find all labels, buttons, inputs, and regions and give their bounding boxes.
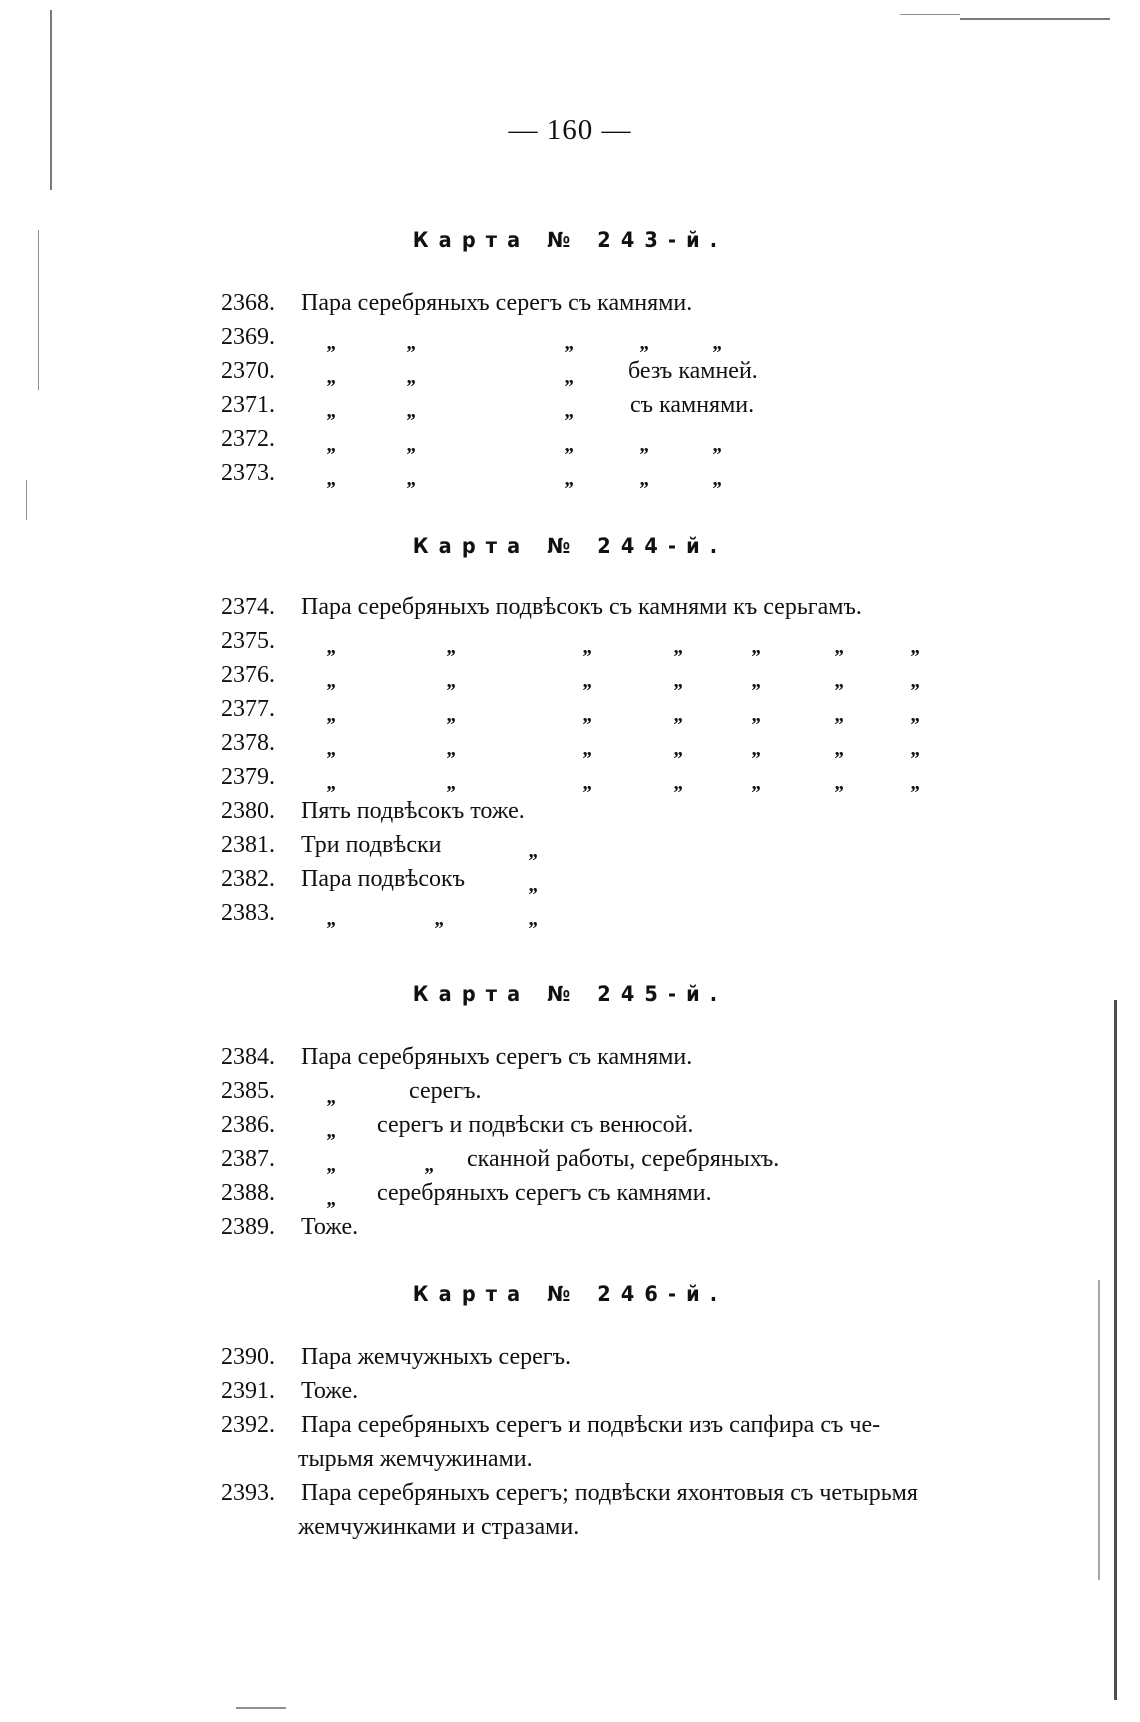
item-text: Пара серебряныхъ серегъ съ камнями. bbox=[301, 290, 693, 316]
ditto-mark: „ bbox=[752, 738, 762, 760]
item-text: сканной работы, серебряныхъ. bbox=[467, 1146, 780, 1172]
scan-edge-line bbox=[26, 480, 27, 520]
item-continuation: жемчужинками и стразами. bbox=[298, 1514, 580, 1540]
ditto-mark: „ bbox=[327, 1086, 337, 1108]
ditto-mark: „ bbox=[911, 704, 921, 726]
ditto-mark: „ bbox=[407, 468, 417, 490]
ditto-mark: „ bbox=[447, 636, 457, 658]
ditto-mark: „ bbox=[327, 772, 337, 794]
ditto-mark: „ bbox=[407, 400, 417, 422]
item-number: 2379. bbox=[221, 764, 275, 790]
ditto-mark: „ bbox=[565, 400, 575, 422]
ditto-mark: „ bbox=[529, 908, 539, 930]
item-number: 2391. bbox=[221, 1378, 275, 1404]
ditto-mark: „ bbox=[327, 908, 337, 930]
item-text: Пара подвѣсокъ bbox=[301, 866, 466, 892]
ditto-mark: „ bbox=[583, 738, 593, 760]
page-number: — 160 — bbox=[508, 114, 632, 146]
ditto-mark: „ bbox=[327, 400, 337, 422]
ditto-mark: „ bbox=[327, 434, 337, 456]
item-text: Три подвѣски bbox=[301, 832, 442, 858]
section-heading-244: Карта № 244-й. bbox=[412, 534, 728, 558]
ditto-mark: „ bbox=[447, 670, 457, 692]
ditto-mark: „ bbox=[447, 772, 457, 794]
item-text: Пара серебряныхъ серегъ; подвѣски яхонтовыя съ четырьмя bbox=[301, 1480, 918, 1506]
ditto-mark: „ bbox=[674, 704, 684, 726]
ditto-mark: „ bbox=[911, 772, 921, 794]
ditto-mark: „ bbox=[327, 332, 337, 354]
item-number: 2383. bbox=[221, 900, 275, 926]
item-number: 2381. bbox=[221, 832, 275, 858]
item-text: съ камнями. bbox=[630, 392, 755, 418]
ditto-mark: „ bbox=[674, 636, 684, 658]
item-number: 2369. bbox=[221, 324, 275, 350]
item-number: 2372. bbox=[221, 426, 275, 452]
ditto-mark: „ bbox=[327, 1154, 337, 1176]
ditto-mark: „ bbox=[529, 840, 539, 862]
scan-edge-line bbox=[1114, 1000, 1117, 1700]
item-number: 2380. bbox=[221, 798, 275, 824]
ditto-mark: „ bbox=[835, 636, 845, 658]
ditto-mark: „ bbox=[407, 366, 417, 388]
ditto-mark: „ bbox=[327, 704, 337, 726]
ditto-mark: „ bbox=[447, 738, 457, 760]
item-text: Пара серебряныхъ серегъ и подвѣски изъ сапфира съ че- bbox=[301, 1412, 881, 1438]
ditto-mark: „ bbox=[327, 366, 337, 388]
item-number: 2374. bbox=[221, 594, 275, 620]
item-number: 2373. bbox=[221, 460, 275, 486]
ditto-mark: „ bbox=[640, 434, 650, 456]
section-heading-246: Карта № 246-й. bbox=[412, 1282, 728, 1306]
ditto-mark: „ bbox=[407, 332, 417, 354]
ditto-mark: „ bbox=[752, 636, 762, 658]
item-number: 2390. bbox=[221, 1344, 275, 1370]
item-number: 2376. bbox=[221, 662, 275, 688]
item-number: 2382. bbox=[221, 866, 275, 892]
ditto-mark: „ bbox=[565, 332, 575, 354]
ditto-mark: „ bbox=[327, 670, 337, 692]
ditto-mark: „ bbox=[407, 434, 417, 456]
ditto-mark: „ bbox=[583, 772, 593, 794]
scan-edge-line bbox=[236, 1707, 286, 1709]
ditto-mark: „ bbox=[435, 908, 445, 930]
ditto-mark: „ bbox=[835, 704, 845, 726]
ditto-mark: „ bbox=[327, 738, 337, 760]
item-number: 2371. bbox=[221, 392, 275, 418]
item-text: Пара жемчужныхъ серегъ. bbox=[301, 1344, 572, 1370]
ditto-mark: „ bbox=[447, 704, 457, 726]
item-number: 2388. bbox=[221, 1180, 275, 1206]
ditto-mark: „ bbox=[327, 468, 337, 490]
item-text: серегъ. bbox=[409, 1078, 482, 1104]
ditto-mark: „ bbox=[640, 332, 650, 354]
scan-edge-line bbox=[38, 230, 39, 390]
ditto-mark: „ bbox=[713, 468, 723, 490]
ditto-mark: „ bbox=[911, 670, 921, 692]
item-number: 2386. bbox=[221, 1112, 275, 1138]
ditto-mark: „ bbox=[583, 636, 593, 658]
item-number: 2370. bbox=[221, 358, 275, 384]
item-text: серебряныхъ серегъ съ камнями. bbox=[377, 1180, 712, 1206]
item-continuation: тырьмя жемчужинами. bbox=[298, 1446, 533, 1472]
item-number: 2375. bbox=[221, 628, 275, 654]
ditto-mark: „ bbox=[583, 670, 593, 692]
item-number: 2387. bbox=[221, 1146, 275, 1172]
ditto-mark: „ bbox=[752, 772, 762, 794]
scan-edge-line bbox=[50, 10, 52, 190]
ditto-mark: „ bbox=[674, 670, 684, 692]
item-text: Тоже. bbox=[301, 1378, 359, 1404]
ditto-mark: „ bbox=[640, 468, 650, 490]
ditto-mark: „ bbox=[713, 434, 723, 456]
ditto-mark: „ bbox=[565, 366, 575, 388]
item-text: серегъ и подвѣски съ венюсой. bbox=[377, 1112, 694, 1138]
ditto-mark: „ bbox=[583, 704, 593, 726]
ditto-mark: „ bbox=[911, 636, 921, 658]
ditto-mark: „ bbox=[752, 670, 762, 692]
ditto-mark: „ bbox=[565, 468, 575, 490]
item-text: безъ камней. bbox=[628, 358, 758, 384]
ditto-mark: „ bbox=[529, 874, 539, 896]
ditto-mark: „ bbox=[674, 772, 684, 794]
ditto-mark: „ bbox=[425, 1154, 435, 1176]
item-number: 2384. bbox=[221, 1044, 275, 1070]
item-number: 2393. bbox=[221, 1480, 275, 1506]
ditto-mark: „ bbox=[565, 434, 575, 456]
ditto-mark: „ bbox=[752, 704, 762, 726]
ditto-mark: „ bbox=[835, 670, 845, 692]
section-heading-243: Карта № 243-й. bbox=[412, 228, 728, 252]
ditto-mark: „ bbox=[674, 738, 684, 760]
item-number: 2389. bbox=[221, 1214, 275, 1240]
ditto-mark: „ bbox=[713, 332, 723, 354]
ditto-mark: „ bbox=[327, 1120, 337, 1142]
ditto-mark: „ bbox=[835, 738, 845, 760]
scan-edge-line bbox=[900, 14, 960, 15]
scan-edge-line bbox=[960, 18, 1110, 20]
section-heading-245: Карта № 245-й. bbox=[412, 982, 728, 1006]
item-number: 2377. bbox=[221, 696, 275, 722]
item-number: 2368. bbox=[221, 290, 275, 316]
item-text: Тоже. bbox=[301, 1214, 359, 1240]
item-number: 2385. bbox=[221, 1078, 275, 1104]
item-number: 2378. bbox=[221, 730, 275, 756]
item-text: Пара серебряныхъ серегъ съ камнями. bbox=[301, 1044, 693, 1070]
ditto-mark: „ bbox=[327, 1188, 337, 1210]
item-text: Пять подвѣсокъ тоже. bbox=[301, 798, 525, 824]
scan-edge-line bbox=[1098, 1280, 1100, 1580]
ditto-mark: „ bbox=[835, 772, 845, 794]
ditto-mark: „ bbox=[327, 636, 337, 658]
item-number: 2392. bbox=[221, 1412, 275, 1438]
ditto-mark: „ bbox=[911, 738, 921, 760]
item-text: Пара серебряныхъ подвѣсокъ съ камнями къ серьгамъ. bbox=[301, 594, 862, 620]
